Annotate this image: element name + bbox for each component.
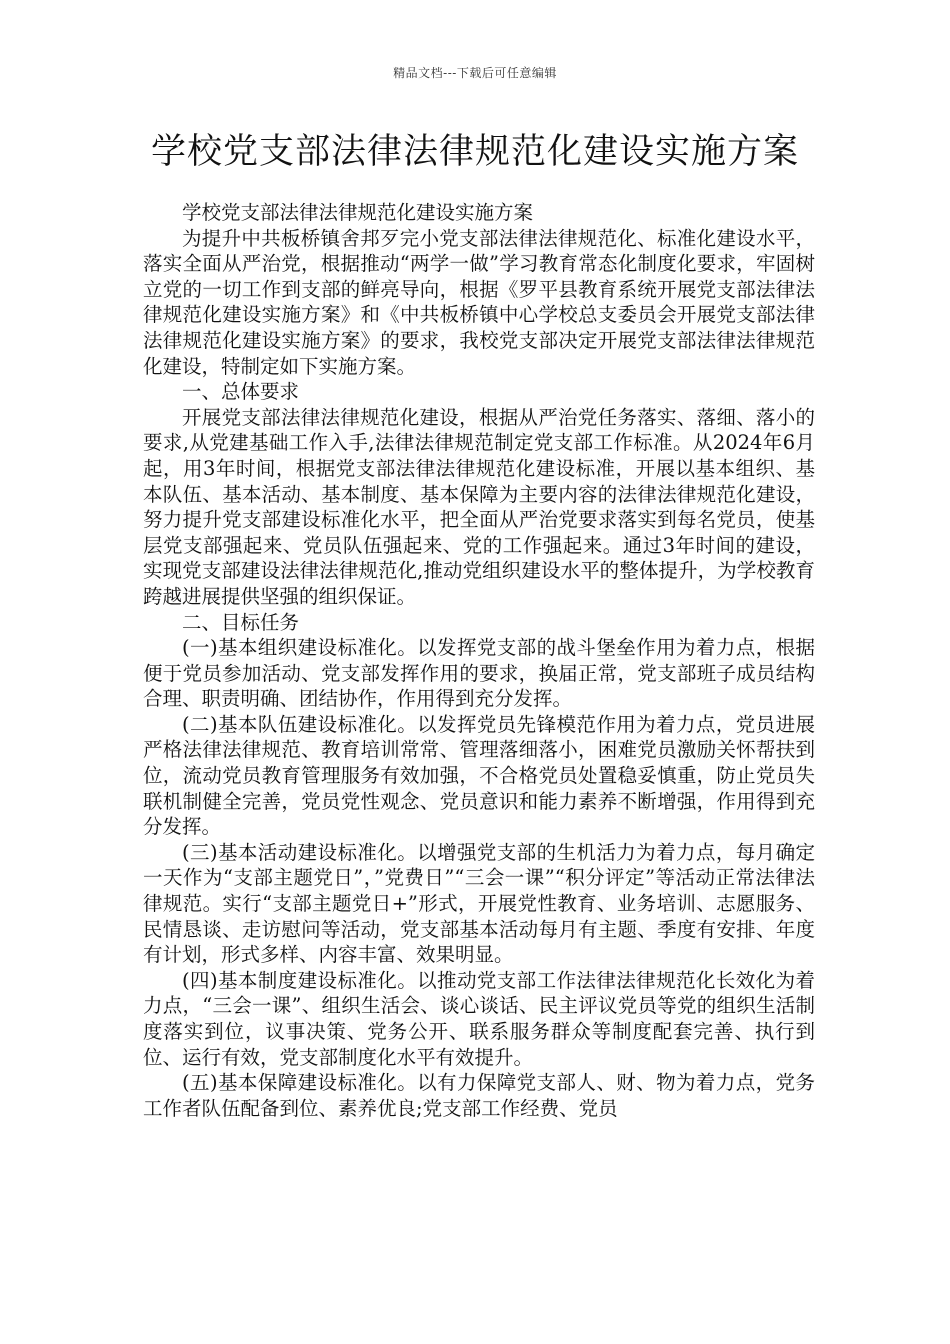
body-paragraph: (五)基本保障建设标准化。以有力保障党支部人、财、物为着力点，党务工作者队伍配备到位、素养优良;党支部工作经费、党员: [143, 1071, 815, 1120]
body-paragraph: 学校党支部法律法律规范化建设实施方案: [182, 201, 534, 224]
section-heading: 一、总体要求: [182, 380, 300, 404]
body-paragraph: (四)基本制度建设标准化。以推动党支部工作法律法律规范化长效化为着力点，“三会一课”、组织生活会、谈心谈话、民主评议党员等党的组织生活制度落实到位，议事决策、党务公开、联系服务群众等制度配套完善、执行到位、运行有效，党支部制度化水平有效提升。: [143, 968, 815, 1069]
body-paragraph: 开展党支部法律法律规范化建设，根据从严治党任务落实、落细、落小的要求,从党建基础工作入手,法律法律规范制定党支部工作标准。从2024年6月起，用3年时间，根据党支部法律法律规范化建设标准，开展以基本组织、基本队伍、基本活动、基本制度、基本保障为主要内容的法律法律规范化建设，努力提升党支部建设标准化水平，把全面从严治党要求落实到每名党员，使基层党支部强起来、党员队伍强起来、党的工作强起来。通过3年时间的建设，实现党支部建设法律法律规范化,推动党组织建设水平的整体提升，为学校教育跨越进展提供坚强的组织保证。: [143, 405, 815, 608]
body-paragraph: 为提升中共板桥镇舍邦歹完小党支部法律法律规范化、标准化建设水平，落实全面从严治党，根据推动“两学一做”学习教育常态化制度化要求，牢固树立党的一切工作到支部的鲜亮导向，根据《罗平县教育系统开展党支部法律法律规范化建设实施方案》和《中共板桥镇中心学校总支委员会开展党支部法律法律规范化建设实施方案》的要求，我校党支部决定开展党支部法律法律规范化建设，特制定如下实施方案。: [143, 226, 815, 378]
section-heading: 二、目标任务: [182, 610, 300, 634]
header-note: 精品文档---下载后可任意编辑: [393, 66, 557, 80]
document-title: 学校党支部法律法律规范化建设实施方案: [150, 132, 799, 172]
body-paragraph: (二)基本队伍建设标准化。以发挥党员先锋模范作用为着力点，党员进展严格法律法律规范、教育培训常常、管理落细落小，困难党员激励关怀帮扶到位，流动党员教育管理服务有效加强，不合格党员处置稳妥慎重，防止党员失联机制健全完善，党员党性观念、党员意识和能力素养不断增强，作用得到充分发挥。: [143, 712, 815, 839]
body-paragraph: (三)基本活动建设标准化。以增强党支部的生机活力为着力点，每月确定一天作为“支部主题党日”，”党费日”“三会一课”“积分评定”等活动正常法律法律规范。实行“支部主题党日+”形式，开展党性教育、业务培训、志愿服务、民情恳谈、走访慰问等活动，党支部基本活动每月有主题、季度有安排、年度有计划，形式多样、内容丰富、效果明显。: [143, 840, 815, 967]
document-body: [143, 200, 815, 1121]
body-paragraph: (一)基本组织建设标准化。以发挥党支部的战斗堡垒作用为着力点，根据便于党员参加活动、党支部发挥作用的要求，换届正常，党支部班子成员结构合理、职责明确、团结协作，作用得到充分发挥。: [143, 636, 815, 711]
